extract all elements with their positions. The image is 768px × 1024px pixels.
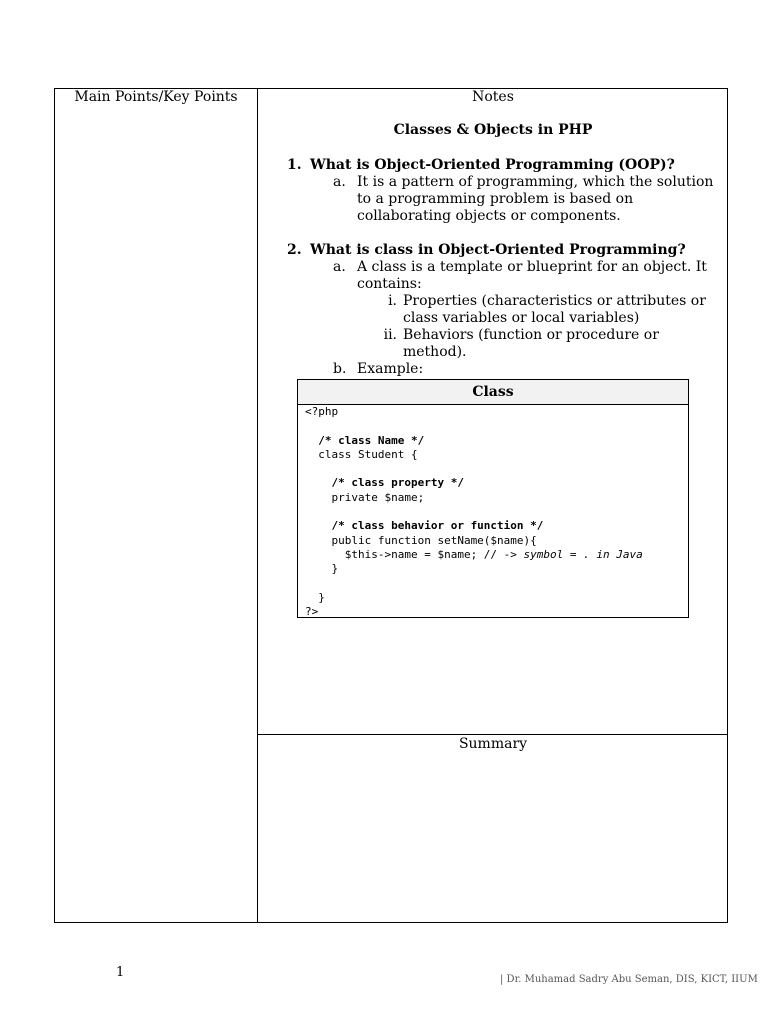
code-line: class Student { bbox=[305, 447, 418, 461]
subitem-label: i. bbox=[388, 293, 397, 309]
code-line: } bbox=[305, 590, 325, 604]
question-2-subitem-i bbox=[258, 293, 728, 327]
code-inline-comment: symbol = . in Java bbox=[523, 547, 643, 561]
question-2-answer-b bbox=[258, 361, 728, 378]
notes-body bbox=[258, 122, 728, 378]
question-2 bbox=[258, 242, 728, 259]
code-comment: /* class property */ bbox=[305, 476, 464, 490]
code-comment: /* class behavior or function */ bbox=[305, 519, 544, 533]
notes-header: Notes bbox=[472, 89, 514, 105]
question-1 bbox=[258, 157, 728, 174]
code-line: <?php bbox=[305, 405, 339, 418]
answer-label: b. bbox=[333, 361, 347, 377]
code-example-box bbox=[297, 379, 689, 618]
code-line: public function setName($name){ bbox=[305, 533, 537, 547]
question-2-number: 2. bbox=[287, 242, 302, 258]
code-comment: /* class Name */ bbox=[305, 433, 425, 447]
code-listing bbox=[298, 405, 688, 619]
code-line: ?> bbox=[305, 605, 319, 619]
subitem-text: Properties (characteristics or attributes or class variables or local variables) bbox=[403, 293, 706, 326]
question-2-subitem-ii bbox=[258, 327, 728, 361]
subitem-label: ii. bbox=[383, 327, 397, 343]
question-1-number: 1. bbox=[287, 157, 302, 173]
code-box-title: Class bbox=[298, 380, 688, 405]
notes-title: Classes & Objects in PHP bbox=[393, 122, 593, 138]
subitem-text: Behaviors (function or procedure or method). bbox=[403, 327, 659, 360]
answer-text: It is a pattern of programming, which the solution to a programming problem is based on collaborating objects or components. bbox=[357, 174, 714, 224]
answer-label: a. bbox=[333, 259, 346, 275]
question-1-answer-a bbox=[258, 174, 728, 225]
question-2-text: What is class in Object-Oriented Programming? bbox=[310, 242, 686, 258]
code-line: } bbox=[305, 562, 339, 576]
footer-author: | Dr. Muhamad Sadry Abu Seman, DIS, KICT, IIUM bbox=[500, 974, 758, 985]
code-line: private $name; bbox=[305, 490, 425, 504]
answer-text: Example: bbox=[357, 361, 424, 377]
question-1-text: What is Object-Oriented Programming (OOP)? bbox=[310, 157, 675, 173]
page-number: 1 bbox=[116, 965, 125, 980]
answer-label: a. bbox=[333, 174, 346, 190]
main-points-header: Main Points/Key Points bbox=[74, 89, 238, 105]
summary-header: Summary bbox=[458, 736, 528, 752]
question-2-answer-a bbox=[258, 259, 728, 293]
code-line: $this->name = $name; // -> bbox=[305, 547, 524, 561]
answer-text: A class is a template or blueprint for an object. It contains: bbox=[357, 259, 707, 292]
